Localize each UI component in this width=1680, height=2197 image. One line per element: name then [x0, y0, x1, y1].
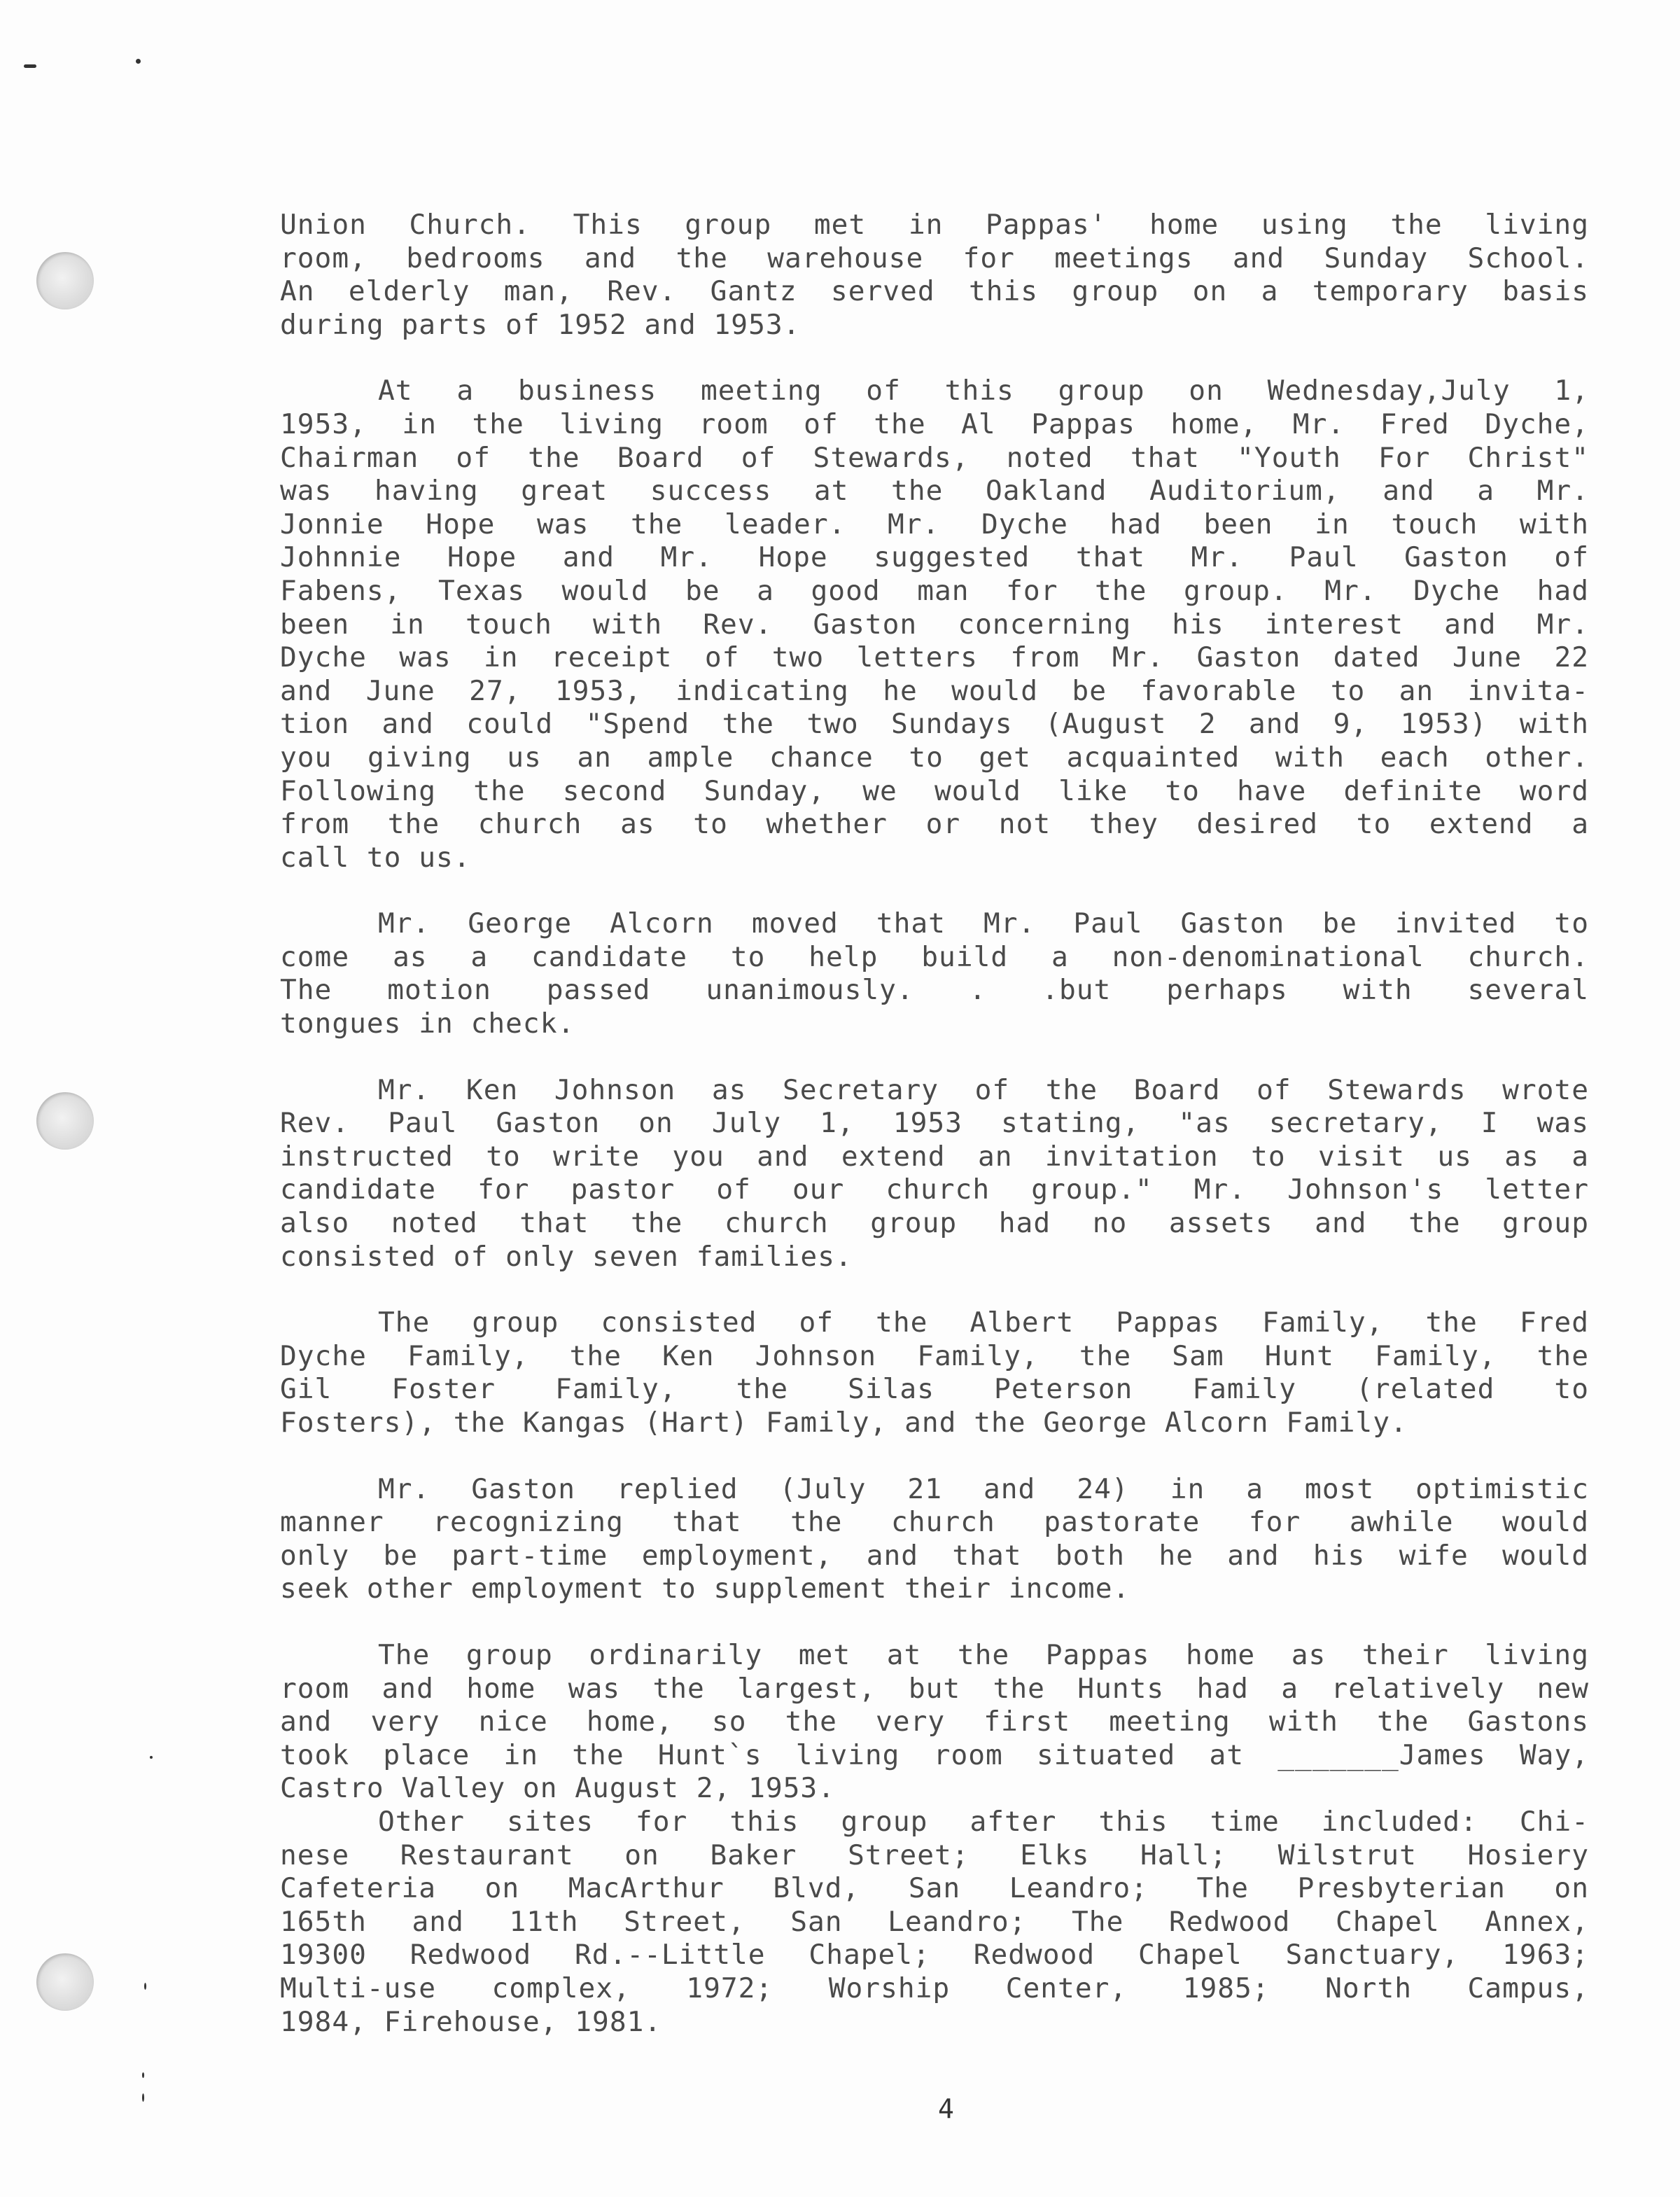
text-line: Chairman of the Board of Stewards, noted that "Youth For Christ": [280, 441, 1589, 474]
text-line: nese Restaurant on Baker Street; Elks Hall; Wilstrut Hosiery: [280, 1839, 1589, 1871]
text-line: An elderly man, Rev. Gantz served this group on a temporary basis: [280, 275, 1589, 308]
punch-hole-top: [36, 252, 94, 309]
text-line: and very nice home, so the very first meeting with the Gastons: [280, 1706, 1589, 1738]
text-line: also noted that the church group had no assets and the group: [280, 1207, 1589, 1240]
text-line: Union Church. This group met in Pappas' home using the living: [280, 209, 1589, 241]
text-line: Castro Valley on August 2, 1953.: [280, 1772, 835, 1805]
text-line: Multi-use complex, 1972; Worship Center, 1985; North Campus,: [280, 1972, 1589, 2004]
scan-speck: [144, 1983, 146, 1990]
text-line: Mr. Ken Johnson as Secretary of the Board of Stewards wrote: [378, 1073, 1589, 1106]
text-line: and June 27, 1953, indicating he would be favorable to an invita-: [280, 674, 1589, 707]
text-line: The group consisted of the Albert Pappas Family, the Fred: [378, 1306, 1589, 1339]
paragraph: [280, 1074, 1589, 1274]
text-line: 1953, in the living room of the Al Pappas home, Mr. Fred Dyche,: [280, 407, 1589, 440]
text-line: been in touch with Rev. Gaston concerning his interest and Mr.: [280, 608, 1589, 641]
text-line: At a business meeting of this group on Wednesday,July 1,: [378, 375, 1589, 407]
text-line: Following the second Sunday, we would like to have definite word: [280, 774, 1589, 807]
scan-speck: [150, 1756, 153, 1759]
paragraph: [280, 1306, 1589, 1439]
paragraph: [280, 209, 1589, 342]
text-line: The motion passed unanimously. . .but perhaps with several: [280, 974, 1589, 1007]
paragraph-gap: [280, 1041, 1589, 1074]
paragraph: [280, 907, 1589, 1040]
text-line: was having great success at the Oakland Auditorium, and a Mr.: [280, 475, 1589, 508]
text-line: room, bedrooms and the warehouse for meetings and Sunday School.: [280, 242, 1589, 274]
scan-speck: [24, 64, 36, 68]
text-line: Jonnie Hope was the leader. Mr. Dyche had been in touch with: [280, 508, 1589, 540]
paragraph: [280, 1806, 1589, 2039]
text-line: Fabens, Texas would be a good man for the group. Mr. Dyche had: [280, 574, 1589, 607]
text-line: candidate for pastor of our church group." Mr. Johnson's letter: [280, 1173, 1589, 1206]
paragraph: [280, 1473, 1589, 1606]
text-line: 1984, Firehouse, 1981.: [280, 2005, 662, 2038]
text-line: Mr. George Alcorn moved that Mr. Paul Gaston be invited to: [378, 907, 1589, 940]
text-line: room and home was the largest, but the Hunts had a relatively new: [280, 1672, 1589, 1705]
paragraph-gap: [280, 874, 1589, 907]
scan-speck: [142, 2072, 144, 2078]
text-line: Rev. Paul Gaston on July 1, 1953 stating, "as secretary, I was: [280, 1107, 1589, 1140]
text-line: tongues in check.: [280, 1007, 575, 1040]
punch-hole-bottom: [36, 1953, 94, 2011]
text-line: took place in the Hunt`s living room situated at _______James Way,: [280, 1738, 1589, 1771]
text-line: Dyche was in receipt of two letters from Mr. Gaston dated June 22: [280, 641, 1589, 674]
punch-hole-middle: [36, 1092, 94, 1150]
text-line: instructed to write you and extend an invitation to visit us as a: [280, 1140, 1589, 1173]
text-line: manner recognizing that the church pastorate for awhile would: [280, 1506, 1589, 1539]
paragraph-gap: [280, 1606, 1589, 1639]
scan-speck: [136, 59, 141, 64]
paragraph-gap: [280, 1440, 1589, 1473]
paragraph: [280, 375, 1589, 874]
text-line: consisted of only seven families.: [280, 1240, 853, 1273]
text-line: The group ordinarily met at the Pappas home as their living: [378, 1638, 1589, 1671]
text-line: you giving us an ample chance to get acquainted with each other.: [280, 741, 1589, 774]
text-line: from the church as to whether or not they desired to extend a: [280, 808, 1589, 841]
text-line: call to us.: [280, 841, 471, 874]
paragraph-gap: [280, 1274, 1589, 1306]
paragraph-gap: [280, 342, 1589, 375]
text-line: Other sites for this group after this time included: Chi-: [378, 1805, 1589, 1838]
text-line: 19300 Redwood Rd.--Little Chapel; Redwood Chapel Sanctuary, 1963;: [280, 1939, 1589, 1972]
text-line: come as a candidate to help build a non-denominational church.: [280, 940, 1589, 973]
text-line: Gil Foster Family, the Silas Peterson Family (related to: [280, 1373, 1589, 1406]
text-line: tion and could "Spend the two Sundays (August 2 and 9, 1953) with: [280, 708, 1589, 741]
text-line: seek other employment to supplement their income.: [280, 1572, 1130, 1605]
text-line: Cafeteria on MacArthur Blvd, San Leandro; The Presbyterian on: [280, 1872, 1589, 1905]
page-number: 4: [938, 2093, 954, 2124]
scan-speck: [142, 2093, 144, 2102]
document-body: [280, 209, 1589, 2039]
text-line: Dyche Family, the Ken Johnson Family, the Sam Hunt Family, the: [280, 1339, 1589, 1372]
text-line: Johnnie Hope and Mr. Hope suggested that Mr. Paul Gaston of: [280, 541, 1589, 574]
text-line: Fosters), the Kangas (Hart) Family, and the George Alcorn Family.: [280, 1407, 1408, 1439]
text-line: 165th and 11th Street, San Leandro; The Redwood Chapel Annex,: [280, 1905, 1589, 1938]
paragraph: [280, 1639, 1589, 1806]
text-line: Mr. Gaston replied (July 21 and 24) in a most optimistic: [378, 1472, 1589, 1505]
text-line: only be part-time employment, and that both he and his wife would: [280, 1539, 1589, 1572]
text-line: during parts of 1952 and 1953.: [280, 308, 801, 341]
